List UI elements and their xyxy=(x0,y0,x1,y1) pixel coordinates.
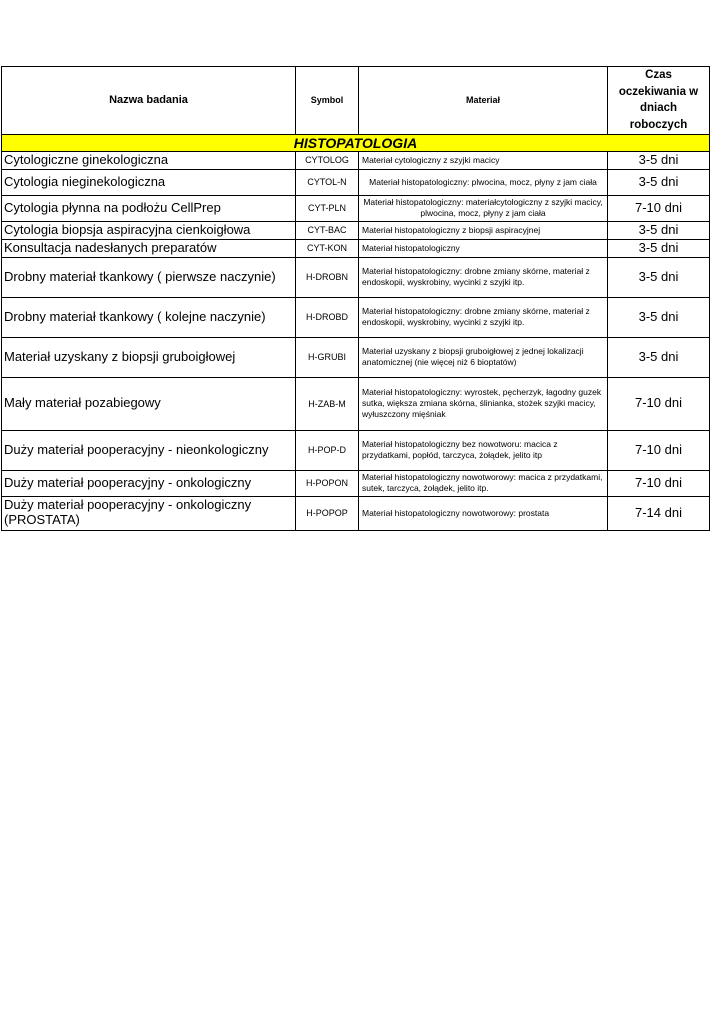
test-material: Materiał histopatologiczny bez nowotworu: macica z przydatkami, popłód, tarczyca, żołądek, jelito itp xyxy=(359,430,608,470)
test-symbol: CYT-KON xyxy=(296,239,359,257)
test-symbol: H-POPON xyxy=(296,470,359,496)
test-symbol: H-POPOP xyxy=(296,496,359,530)
table-row xyxy=(2,221,710,239)
table-row xyxy=(2,430,710,470)
test-symbol: H-POP-D xyxy=(296,430,359,470)
test-material: Materiał histopatologiczny nowotworowy: macica z przydatkami, sutek, tarczyca, żołądek, jelito itp. xyxy=(359,470,608,496)
test-material: Materiał histopatologiczny z biopsji aspiracyjnej xyxy=(359,221,608,239)
test-name: Cytologia płynna na podłożu CellPrep xyxy=(2,195,296,221)
test-time: 7-10 dni xyxy=(608,430,710,470)
test-time: 3-5 dni xyxy=(608,239,710,257)
test-time: 7-10 dni xyxy=(608,195,710,221)
test-symbol: CYTOLOG xyxy=(296,151,359,169)
test-name: Cytologia nieginekologiczna xyxy=(2,169,296,195)
test-time: 3-5 dni xyxy=(608,151,710,169)
test-symbol: CYT-BAC xyxy=(296,221,359,239)
table-row xyxy=(2,337,710,377)
tests-table xyxy=(1,66,710,531)
test-symbol: H-DROBD xyxy=(296,297,359,337)
test-name: Cytologiczne ginekologiczna xyxy=(2,151,296,169)
test-material: Materiał histopatologiczny: materiałcytologiczny z szyjki macicy, plwocina, mocz, płyny z jam ciała xyxy=(359,195,608,221)
header-symbol: Symbol xyxy=(296,67,359,135)
test-time: 7-10 dni xyxy=(608,470,710,496)
test-time: 3-5 dni xyxy=(608,169,710,195)
test-material: Materiał cytologiczny z szyjki macicy xyxy=(359,151,608,169)
test-time: 7-14 dni xyxy=(608,496,710,530)
table-row xyxy=(2,496,710,530)
test-material: Materiał histopatologiczny: drobne zmiany skórne, materiał z endoskopii, wyskrobiny, wycinki z szyjki itp. xyxy=(359,297,608,337)
test-material: Materiał histopatologiczny nowotworowy: prostata xyxy=(359,496,608,530)
section-title: HISTOPATOLOGIA xyxy=(2,134,710,151)
test-symbol: CYT-PLN xyxy=(296,195,359,221)
test-time: 3-5 dni xyxy=(608,221,710,239)
test-name: Konsultacja nadesłanych preparatów xyxy=(2,239,296,257)
test-time: 3-5 dni xyxy=(608,297,710,337)
test-time: 3-5 dni xyxy=(608,257,710,297)
test-symbol: H-DROBN xyxy=(296,257,359,297)
table-row xyxy=(2,377,710,430)
header-material: Materiał xyxy=(359,67,608,135)
test-material: Materiał histopatologiczny: plwocina, mocz, płyny z jam ciała xyxy=(359,169,608,195)
test-name: Materiał uzyskany z biopsji gruboigłowej xyxy=(2,337,296,377)
test-material: Materiał histopatologiczny: wyrostek, pęcherzyk, łagodny guzek sutka, większa zmiana skórna, ślinianka, stożek szyjki macicy, wyłuszczony mięśniak xyxy=(359,377,608,430)
table-row xyxy=(2,169,710,195)
test-symbol: H-ZAB-M xyxy=(296,377,359,430)
test-name: Duży materiał pooperacyjny - onkologiczny xyxy=(2,470,296,496)
test-symbol: H-GRUBI xyxy=(296,337,359,377)
table-row xyxy=(2,151,710,169)
test-material: Materiał histopatologiczny: drobne zmiany skórne, materiał z endoskopii, wyskrobiny, wycinki z szyjki itp. xyxy=(359,257,608,297)
test-material: Materiał histopatologiczny xyxy=(359,239,608,257)
test-name: Cytologia biopsja aspiracyjna cienkoigłowa xyxy=(2,221,296,239)
table-row xyxy=(2,470,710,496)
table-row xyxy=(2,195,710,221)
test-time: 7-10 dni xyxy=(608,377,710,430)
header-name: Nazwa badania xyxy=(2,67,296,135)
test-name: Drobny materiał tkankowy ( pierwsze naczynie) xyxy=(2,257,296,297)
table-row xyxy=(2,257,710,297)
test-name: Mały materiał pozabiegowy xyxy=(2,377,296,430)
test-time: 3-5 dni xyxy=(608,337,710,377)
header-row xyxy=(2,67,710,135)
table-row xyxy=(2,239,710,257)
test-name: Duży materiał pooperacyjny - onkologiczny (PROSTATA) xyxy=(2,496,296,530)
section-row xyxy=(2,134,710,151)
test-symbol: CYTOL-N xyxy=(296,169,359,195)
test-material: Materiał uzyskany z biopsji gruboigłowej z jednej lokalizacji anatomicznej (nie więcej niż 6 bioptatów) xyxy=(359,337,608,377)
test-name: Duży materiał pooperacyjny - nieonkologiczny xyxy=(2,430,296,470)
header-time: Czas oczekiwania w dniach roboczych xyxy=(608,67,710,135)
test-name: Drobny materiał tkankowy ( kolejne naczynie) xyxy=(2,297,296,337)
table-row xyxy=(2,297,710,337)
